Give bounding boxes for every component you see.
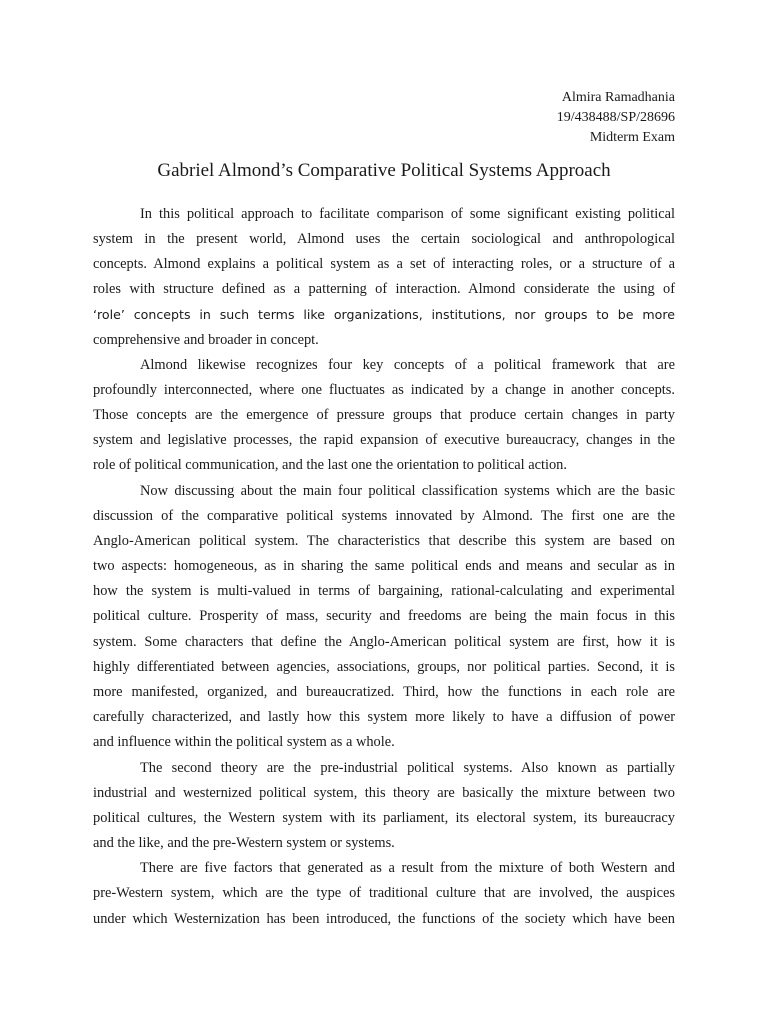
text-line: In this political approach to facilitate comparison of some significant existing political [140, 206, 675, 222]
text-line: system. Some characters that define the Anglo-American political system are first, how it is [93, 634, 675, 650]
text-line: under which Westernization has been introduced, the functions of the society which have been [93, 911, 675, 927]
text-line: industrial and westernized political system, this theory are basically the mixture between two [93, 785, 675, 801]
text-line: system in the present world, Almond uses the certain sociological and anthropological [93, 231, 675, 247]
text-line: There are five factors that generated as a result from the mixture of both Western and [140, 860, 675, 876]
text-line: Those concepts are the emergence of pressure groups that produce certain changes in party [93, 407, 675, 423]
text-line: more manifested, organized, and bureaucratized. Third, how the functions in each role are [93, 684, 675, 700]
exam-label: Midterm Exam [589, 130, 675, 145]
text-line: The second theory are the pre-industrial political systems. Also known as partially [140, 760, 675, 776]
text-line: comprehensive and broader in concept. [93, 332, 319, 348]
text-line: concepts. Almond explains a political system as a set of interacting roles, or a structure of a [93, 256, 675, 272]
text-line: two aspects: homogeneous, as in sharing the same political ends and means and secular as in [93, 558, 675, 574]
text-line: and the like, and the pre-Western system or systems. [93, 835, 395, 851]
text-line: political cultures, the Western system with its parliament, its electoral system, its bureaucracy [93, 810, 675, 826]
text-line: pre-Western system, which are the type of traditional culture that are involved, the auspices [93, 885, 675, 901]
text-line: discussion of the comparative political systems innovated by Almond. The first one are the [93, 508, 675, 524]
document-title: Gabriel Almond’s Comparative Political Systems Approach [157, 160, 611, 181]
text-line: Almond likewise recognizes four key concepts of a political framework that are [140, 357, 675, 373]
text-line: profoundly interconnected, where one fluctuates as indicated by a change in another concepts. [93, 382, 675, 398]
text-line: political culture. Prosperity of mass, security and freedoms are being the main focus in this [93, 608, 675, 624]
text-line: carefully characterized, and lastly how this system more likely to have a diffusion of power [93, 709, 675, 725]
text-line: and influence within the political system as a whole. [93, 734, 395, 750]
author-header [557, 88, 675, 148]
text-line: highly differentiated between agencies, associations, groups, nor political parties. Second, it is [93, 659, 675, 675]
text-line: Now discussing about the main four political classification systems which are the basic [140, 483, 675, 499]
text-line: how the system is multi-valued in terms of bargaining, rational-calculating and experimental [93, 583, 675, 599]
student-id: 19/438488/SP/28696 [556, 110, 675, 125]
text-line: roles with structure defined as a patterning of interaction. Almond considerate the using of [93, 281, 675, 297]
text-line: ‘role’ concepts in such terms like organizations, institutions, nor groups to be more [93, 307, 675, 322]
text-line: system and legislative processes, the rapid expansion of executive bureaucracy, changes in the [93, 432, 675, 448]
text-line: Anglo-American political system. The characteristics that describe this system are based on [93, 533, 675, 549]
text-line: role of political communication, and the last one the orientation to political action. [93, 457, 567, 473]
author-name: Almira Ramadhania [561, 90, 675, 105]
